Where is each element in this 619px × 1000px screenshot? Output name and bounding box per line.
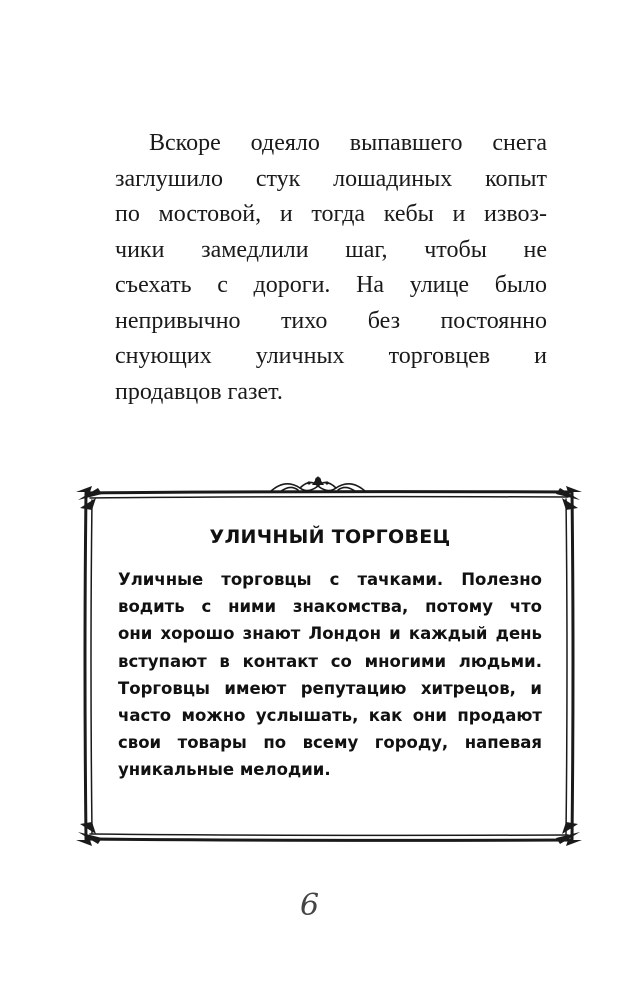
info-box-line: водить с ними знакомства, потому что xyxy=(118,597,542,617)
info-box-line: Торговцы имеют репутацию хитрецов, и xyxy=(118,678,542,698)
paragraph-line: заглушило стук лошадиных копыт xyxy=(115,165,547,192)
info-box-line: Уличные торговцы с тачками. Полезно xyxy=(118,570,542,589)
body-paragraph xyxy=(115,126,547,410)
paragraph-line: продавцов газет. xyxy=(115,378,283,405)
top-flourish xyxy=(270,482,366,492)
info-box-line: вступают в контакт со многими людьми. xyxy=(118,651,542,671)
paragraph-line: по мостовой, и тогда кебы и извоз- xyxy=(115,201,547,227)
paragraph-line: снующих уличных торговцев и xyxy=(115,343,547,369)
info-box-line: они хорошо знают Лондон и каждый день xyxy=(118,624,542,644)
info-box-line: свои товары по всему городу, напевая xyxy=(118,733,542,753)
info-box-text xyxy=(118,566,542,784)
paragraph-line: съехать с дороги. На улице было xyxy=(115,272,547,298)
paragraph-line: Вскоре одеяло выпавшего снега xyxy=(149,130,547,156)
info-box-line: часто можно услышать, как они продают xyxy=(118,705,542,725)
info-box-title: УЛИЧНЫЙ ТОРГОВЕЦ xyxy=(209,526,451,548)
paragraph-line: чики замедлили шаг, чтобы не xyxy=(115,236,547,263)
paragraph-line: непривычно тихо без постоянно xyxy=(115,307,547,334)
page-number: 6 xyxy=(299,888,320,923)
info-box-line: уникальные мелодии. xyxy=(118,760,331,780)
